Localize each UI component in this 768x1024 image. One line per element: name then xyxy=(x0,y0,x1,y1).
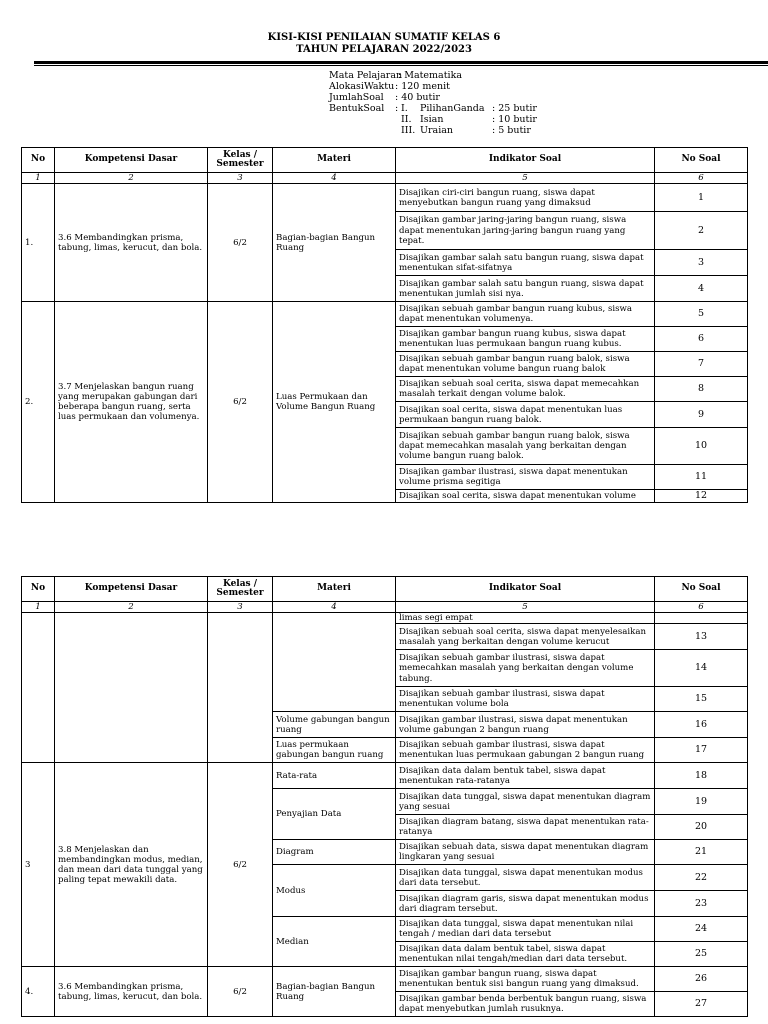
header-materi: Materi xyxy=(273,148,396,173)
kompetensi-dasar: 3.6 Membandingkan prisma, tabung, limas, kerucut, dan bola. xyxy=(55,967,208,1017)
header-rule-thin xyxy=(34,65,768,66)
materi: Median xyxy=(273,917,396,967)
row-number: 4. xyxy=(22,967,55,1017)
nomor-soal: 27 xyxy=(655,992,748,1017)
table-header-row xyxy=(22,148,748,173)
bentuk-number: III. xyxy=(401,125,416,136)
kisi-kisi-table-2 xyxy=(21,576,748,1017)
nomor-soal: 12 xyxy=(655,490,748,503)
info-key: BentukSoal xyxy=(329,103,385,114)
info-key: Mata Pelajaran xyxy=(329,70,403,81)
header-no: No xyxy=(22,577,55,602)
nomor-soal: 10 xyxy=(655,428,748,465)
nomor-soal: 23 xyxy=(655,891,748,917)
info-value: : Matematika xyxy=(398,70,462,81)
column-index: 2 xyxy=(55,173,208,184)
indikator-soal: Disajikan diagram garis, siswa dapat menentukan modus dari diagram tersebut. xyxy=(396,891,655,917)
nomor-soal: 21 xyxy=(655,840,748,865)
nomor-soal: 5 xyxy=(655,302,748,327)
header-kelas-semester: Kelas / Semester xyxy=(208,577,273,602)
column-index: 1 xyxy=(22,602,55,613)
materi: Penyajian Data xyxy=(273,789,396,840)
indikator-soal: Disajikan sebuah soal cerita, siswa dapat memecahkan masalah terkait dengan volume balok. xyxy=(396,377,655,402)
document-subtitle: TAHUN PELAJARAN 2022/2023 xyxy=(296,44,472,55)
header-kompetensi-dasar: Kompetensi Dasar xyxy=(55,148,208,173)
header-no-soal: No Soal xyxy=(655,148,748,173)
column-index: 3 xyxy=(208,173,273,184)
kompetensi-dasar xyxy=(55,613,208,763)
nomor-soal: 20 xyxy=(655,815,748,840)
nomor-soal: 4 xyxy=(655,276,748,302)
bentuk-label: Isian xyxy=(420,114,444,125)
indikator-soal: Disajikan diagram batang, siswa dapat menentukan rata-ratanya xyxy=(396,815,655,840)
nomor-soal xyxy=(655,613,748,624)
indikator-soal: Disajikan gambar ilustrasi, siswa dapat menentukan volume prisma segitiga xyxy=(396,465,655,490)
nomor-soal: 19 xyxy=(655,789,748,815)
nomor-soal: 3 xyxy=(655,250,748,276)
kompetensi-dasar: 3.8 Menjelaskan dan membandingkan modus, median, dan mean dari data tunggal yang paling tepat mewakili data. xyxy=(55,763,208,967)
indikator-soal: Disajikan data tunggal, siswa dapat menentukan modus dari data tersebut. xyxy=(396,865,655,891)
indikator-soal: Disajikan data dalam bentuk tabel, siswa dapat menentukan rata-ratanya xyxy=(396,763,655,789)
indikator-soal: Disajikan sebuah gambar bangun ruang balok, siswa dapat menentukan volume bangun ruang balok xyxy=(396,352,655,377)
materi: Bagian-bagian Bangun Ruang xyxy=(273,967,396,1017)
indikator-soal: Disajikan gambar salah satu bangun ruang, siswa dapat menentukan jumlah sisi nya. xyxy=(396,276,655,302)
table-row xyxy=(22,184,748,212)
indikator-soal: limas segi empat xyxy=(396,613,655,624)
kelas-semester: 6/2 xyxy=(208,967,273,1017)
kompetensi-dasar: 3.6 Membandingkan prisma, tabung, limas, kerucut, dan bola. xyxy=(55,184,208,302)
indikator-soal: Disajikan data dalam bentuk tabel, siswa dapat menentukan nilai tengah/median dari data tersebut. xyxy=(396,942,655,967)
kelas-semester: 6/2 xyxy=(208,763,273,967)
indikator-soal: Disajikan gambar jaring-jaring bangun ruang, siswa dapat menentukan jaring-jaring bangun ruang yang tepat. xyxy=(396,212,655,250)
info-value: : 120 menit xyxy=(395,81,450,92)
document-title: KISI-KISI PENILAIAN SUMATIF KELAS 6 xyxy=(267,32,501,43)
nomor-soal: 8 xyxy=(655,377,748,402)
nomor-soal: 2 xyxy=(655,212,748,250)
header-materi: Materi xyxy=(273,577,396,602)
nomor-soal: 14 xyxy=(655,650,748,687)
header-kelas-semester: Kelas / Semester xyxy=(208,148,273,173)
info-colon: : xyxy=(395,103,399,114)
indikator-soal: Disajikan gambar bangun ruang, siswa dapat menentukan bentuk sisi bangun ruang yang dimaksud. xyxy=(396,967,655,992)
indikator-soal: Disajikan sebuah gambar ilustrasi, siswa dapat menentukan luas permukaan gabungan 2 bangun ruang xyxy=(396,738,655,763)
bentuk-label: PilihanGanda xyxy=(420,103,485,114)
info-key: AlokasiWaktu xyxy=(329,81,395,92)
bentuk-value: : 25 butir xyxy=(492,103,537,114)
indikator-soal: Disajikan ciri-ciri bangun ruang, siswa dapat menyebutkan bangun ruang yang dimaksud xyxy=(396,184,655,212)
nomor-soal: 1 xyxy=(655,184,748,212)
nomor-soal: 11 xyxy=(655,465,748,490)
row-number: 1. xyxy=(22,184,55,302)
materi: Modus xyxy=(273,865,396,917)
nomor-soal: 26 xyxy=(655,967,748,992)
indikator-soal: Disajikan sebuah data, siswa dapat menentukan diagram lingkaran yang sesuai xyxy=(396,840,655,865)
nomor-soal: 16 xyxy=(655,712,748,738)
table-row xyxy=(22,967,748,992)
column-index-row xyxy=(22,602,748,613)
materi: Volume gabungan bangun ruang xyxy=(273,712,396,738)
row-number xyxy=(22,613,55,763)
materi: Bagian-bagian Bangun Ruang xyxy=(273,184,396,302)
column-index: 6 xyxy=(655,173,748,184)
kelas-semester xyxy=(208,613,273,763)
column-index: 6 xyxy=(655,602,748,613)
nomor-soal: 6 xyxy=(655,327,748,352)
nomor-soal: 18 xyxy=(655,763,748,789)
materi: Luas permukaan gabungan bangun ruang xyxy=(273,738,396,763)
materi: Luas Permukaan dan Volume Bangun Ruang xyxy=(273,302,396,503)
column-index: 2 xyxy=(55,602,208,613)
header-no-soal: No Soal xyxy=(655,577,748,602)
nomor-soal: 7 xyxy=(655,352,748,377)
header-no: No xyxy=(22,148,55,173)
header-indikator-soal: Indikator Soal xyxy=(396,577,655,602)
row-number: 2. xyxy=(22,302,55,503)
table-header-row xyxy=(22,577,748,602)
column-index-row xyxy=(22,173,748,184)
bentuk-number: I. xyxy=(401,103,408,114)
indikator-soal: Disajikan sebuah gambar ilustrasi, siswa dapat menentukan volume bola xyxy=(396,687,655,712)
materi xyxy=(273,613,396,712)
kompetensi-dasar: 3.7 Menjelaskan bangun ruang yang merupakan gabungan dari beberapa bangun ruang, serta luas permukaan dan volumenya. xyxy=(55,302,208,503)
indikator-soal: Disajikan sebuah gambar ilustrasi, siswa dapat memecahkan masalah yang berkaitan dengan volume tabung. xyxy=(396,650,655,687)
indikator-soal: Disajikan sebuah soal cerita, siswa dapat menyelesaikan masalah yang berkaitan dengan volume kerucut xyxy=(396,624,655,650)
kisi-kisi-table-1 xyxy=(21,147,748,503)
table-row xyxy=(22,763,748,789)
table-row xyxy=(22,302,748,327)
column-index: 5 xyxy=(396,602,655,613)
header-rule-thick xyxy=(34,61,768,64)
indikator-soal: Disajikan sebuah gambar bangun ruang kubus, siswa dapat menentukan volumenya. xyxy=(396,302,655,327)
indikator-soal: Disajikan soal cerita, siswa dapat menentukan volume xyxy=(396,490,655,503)
bentuk-value: : 10 butir xyxy=(492,114,537,125)
nomor-soal: 22 xyxy=(655,865,748,891)
indikator-soal: Disajikan gambar salah satu bangun ruang, siswa dapat menentukan sifat-sifatnya xyxy=(396,250,655,276)
nomor-soal: 17 xyxy=(655,738,748,763)
header-indikator-soal: Indikator Soal xyxy=(396,148,655,173)
column-index: 5 xyxy=(396,173,655,184)
materi: Diagram xyxy=(273,840,396,865)
kelas-semester: 6/2 xyxy=(208,184,273,302)
nomor-soal: 9 xyxy=(655,402,748,428)
indikator-soal: Disajikan gambar ilustrasi, siswa dapat menentukan volume gabungan 2 bangun ruang xyxy=(396,712,655,738)
nomor-soal: 25 xyxy=(655,942,748,967)
bentuk-value: : 5 butir xyxy=(492,125,531,136)
column-index: 1 xyxy=(22,173,55,184)
column-index: 4 xyxy=(273,173,396,184)
nomor-soal: 15 xyxy=(655,687,748,712)
column-index: 3 xyxy=(208,602,273,613)
indikator-soal: Disajikan gambar benda berbentuk bangun ruang, siswa dapat menyebutkan jumlah rusuknya. xyxy=(396,992,655,1017)
bentuk-label: Uraian xyxy=(420,125,454,136)
nomor-soal: 13 xyxy=(655,624,748,650)
indikator-soal: Disajikan data tunggal, siswa dapat menentukan nilai tengah / median dari data tersebut xyxy=(396,917,655,942)
table-row xyxy=(22,613,748,624)
indikator-soal: Disajikan data tunggal, siswa dapat menentukan diagram yang sesuai xyxy=(396,789,655,815)
indikator-soal: Disajikan soal cerita, siswa dapat menentukan luas permukaan bangun ruang balok. xyxy=(396,402,655,428)
header-kompetensi-dasar: Kompetensi Dasar xyxy=(55,577,208,602)
materi: Rata-rata xyxy=(273,763,396,789)
row-number: 3 xyxy=(22,763,55,967)
info-value: : 40 butir xyxy=(395,92,440,103)
indikator-soal: Disajikan gambar bangun ruang kubus, siswa dapat menentukan luas permukaan bangun ruang kubus. xyxy=(396,327,655,352)
kelas-semester: 6/2 xyxy=(208,302,273,503)
nomor-soal: 24 xyxy=(655,917,748,942)
bentuk-number: II. xyxy=(401,114,412,125)
column-index: 4 xyxy=(273,602,396,613)
indikator-soal: Disajikan sebuah gambar bangun ruang balok, siswa dapat memecahkan masalah yang berkaitan dengan volume bangun ruang balok. xyxy=(396,428,655,465)
info-key: JumlahSoal xyxy=(329,92,384,103)
